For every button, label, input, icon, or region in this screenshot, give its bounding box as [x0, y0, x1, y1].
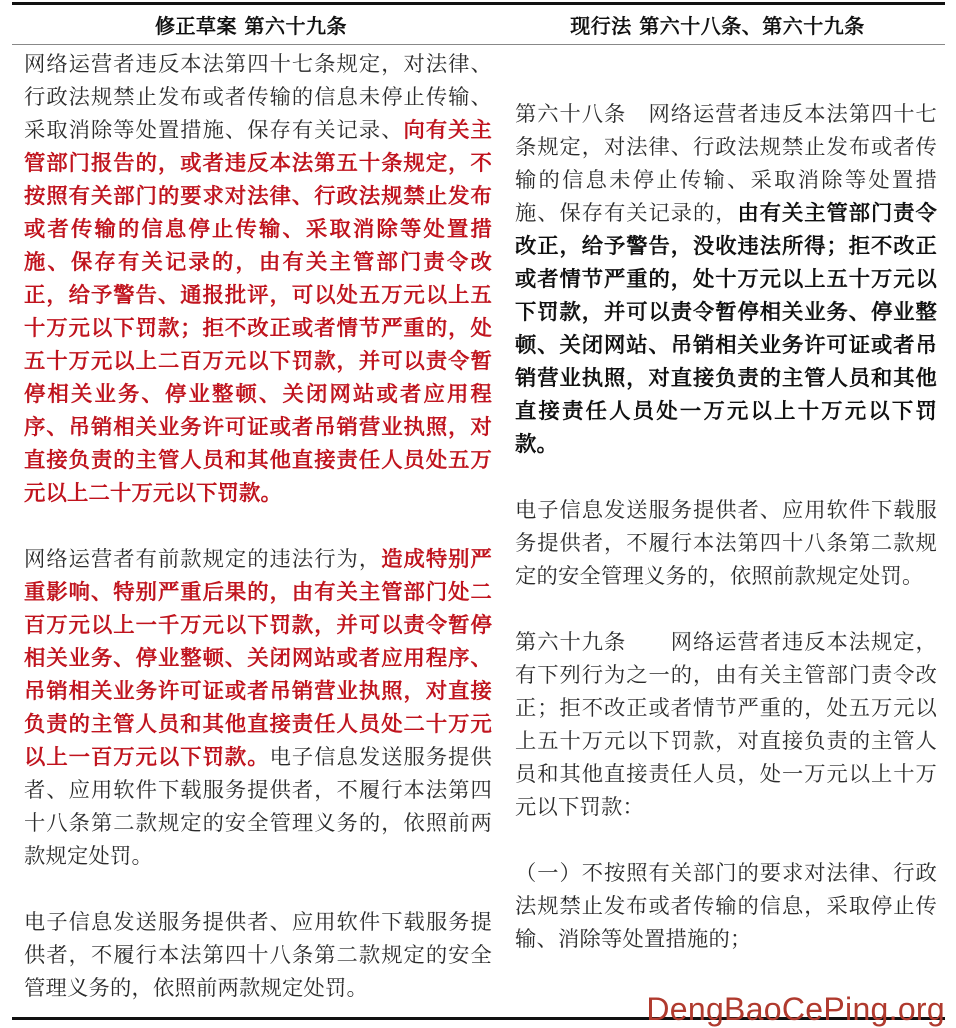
text-segment: 网络运营者违反本法第四十七条规定，对法律、行政法规禁止发布或者传输的信息未停止传输、采取消除等处置措施、保存有关记录、 — [24, 52, 492, 143]
current-law-article-68 — [515, 98, 937, 461]
highlighted-change: 向有关主管部门报告的，或者违反本法第五十条规定，不按照有关部门的要求对法律、行政法规禁止发布或者传输的信息停止传输、采取消除等处置措施、保存有关记录的，由有关主管部门责令改正，给予警告、通报批评，可以处五万元以上五十万元以下罚款；拒不改正或者情节严重的，处五十万元以上二百万元以下罚款，并可以责令暂停相关业务、停业整顿、关闭网站或者应用程序、吊销相关业务许可证或者吊销营业执照，对直接负责的主管人员和其他直接责任人员处五万元以上二十万元以下罚款。 — [24, 118, 492, 506]
draft-paragraph-1 — [24, 48, 492, 510]
draft-paragraph-2 — [24, 543, 492, 873]
emphasized-text: 由有关主管部门责令改正，给予警告，没收违法所得；拒不改正或者情节严重的，处十万元以上五十万元以下罚款，并可以责令暂停相关业务、停业整顿、关闭网站、吊销相关业务许可证或者吊销营业执照，对直接负责的主管人员和其他直接责任人员处一万元以上十万元以下罚款。 — [515, 201, 937, 457]
current-law-article-69 — [515, 626, 937, 824]
header-draft-amendment: 修正草案 第六十九条 — [155, 14, 347, 38]
draft-paragraph-3 — [24, 906, 492, 1005]
comparison-table — [12, 2, 945, 1027]
text-segment: 电子信息发送服务提供者、应用软件下载服务提供者，不履行本法第四十八条第二款规定的安全管理义务的，依照前款规定处罚。 — [515, 498, 937, 589]
header-current-law: 现行法 第六十八条、第六十九条 — [570, 14, 865, 38]
watermark: DengBaoCePing.org — [646, 991, 945, 1027]
current-law-column — [515, 98, 937, 956]
text-segment: 第六十八条 网络运营者违反本法第四十七条规定，对法律、行政法规禁止发布或者传输的信息未停止传输、采取消除等处置措施、保存有关记录的， — [515, 102, 937, 226]
draft-amendment-column — [24, 48, 492, 1005]
text-segment: 电子信息发送服务提供者、应用软件下载服务提供者，不履行本法第四十八条第二款规定的安全管理义务的，依照前两款规定处罚。 — [24, 745, 492, 869]
table-header-rule — [12, 44, 945, 45]
highlighted-change: 造成特别严重影响、特别严重后果的，由有关主管部门处二百万元以上一千万元以下罚款，并可以责令暂停相关业务、停业整顿、关闭网站或者应用程序、吊销相关业务许可证或者吊销营业执照，对直接负责的主管人员和其他直接责任人员处二十万元以上一百万元以下罚款。 — [24, 547, 492, 770]
text-segment: 电子信息发送服务提供者、应用软件下载服务提供者，不履行本法第四十八条第二款规定的安全管理义务的，依照前两款规定处罚。 — [24, 910, 492, 1001]
text-segment: （一）不按照有关部门的要求对法律、行政法规禁止发布或者传输的信息，采取停止传输、消除等处置措施的； — [515, 861, 937, 952]
current-law-item-1 — [515, 857, 937, 956]
current-law-paragraph-2 — [515, 494, 937, 593]
text-segment: 第六十九条 网络运营者违反本法规定，有下列行为之一的，由有关主管部门责令改正；拒不改正或者情节严重的，处五万元以上五十万元以下罚款，对直接负责的主管人员和其他直接责任人员，处一万元以上十万元以下罚款： — [515, 630, 937, 820]
text-segment: 网络运营者有前款规定的违法行为， — [24, 547, 382, 572]
table-header — [12, 5, 945, 44]
